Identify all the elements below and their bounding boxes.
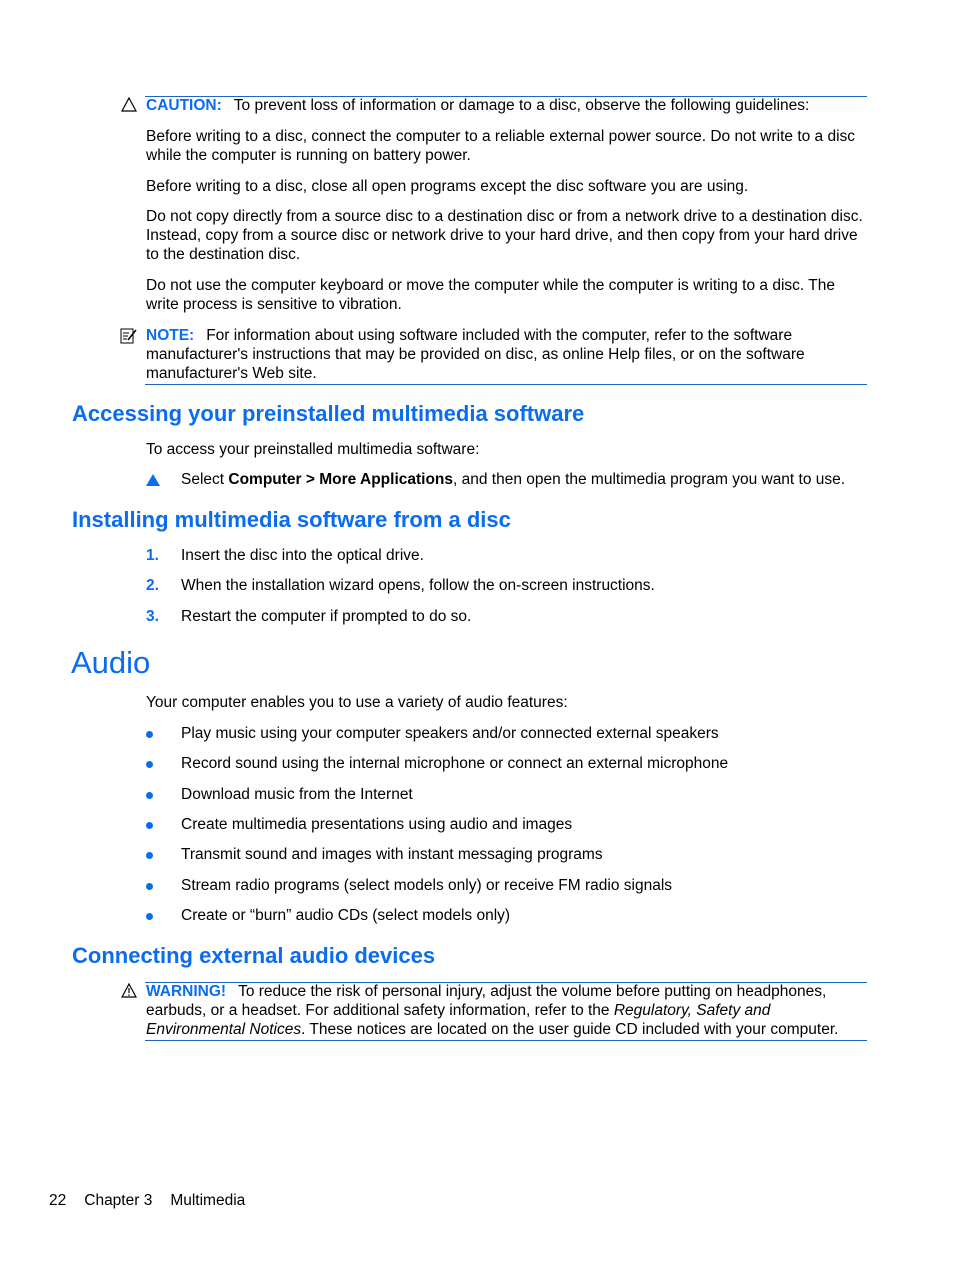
step-text: Insert the disc into the optical drive. [181, 547, 424, 564]
caution-paragraph: Do not use the computer keyboard or move the computer while the computer is writing to a disc. The write process is sensitive to vibration. [146, 277, 835, 313]
bullet-icon [146, 822, 153, 829]
note-statement [146, 326, 868, 383]
audio-feature-text: Create multimedia presentations using audio and images [181, 816, 573, 833]
page-number: 22 [49, 1192, 67, 1209]
caution-text: To prevent loss of information or damage to a disc, observe the following guidelines: [233, 97, 810, 114]
step-number: 3. [146, 608, 159, 625]
caution-statement [146, 96, 868, 115]
page-footer [49, 1192, 263, 1210]
audio-feature-text: Create or “burn” audio CDs (select models only) [181, 907, 511, 924]
section-heading-connecting: Connecting external audio devices [72, 943, 436, 968]
warning-statement: WARNING! To reduce the risk of personal injury, adjust the volume before putting on headphones, earbuds, or a headset. For additional safety information, refer to the Regulatory, Safety and Environmental Notices. These notices are located on the user guide CD included with your computer. [146, 983, 839, 1038]
accessing-intro: To access your preinstalled multimedia software: [146, 441, 480, 458]
footer-title: Multimedia [170, 1192, 246, 1209]
bullet-icon [146, 883, 153, 890]
caution-triangle-icon [121, 97, 137, 112]
regulatory-notices-title: Regulatory, Safety and Environmental Notices [146, 1002, 771, 1038]
audio-feature-text: Transmit sound and images with instant messaging programs [181, 846, 603, 863]
audio-feature-text: Download music from the Internet [181, 786, 413, 803]
bullet-icon [146, 792, 153, 799]
bullet-icon [146, 913, 153, 920]
step-text: Restart the computer if prompted to do so. [181, 608, 472, 625]
step-number: 1. [146, 547, 159, 564]
audio-feature-text: Record sound using the internal microphone or connect an external microphone [181, 755, 729, 772]
note-label: NOTE: [146, 327, 195, 344]
warning-label: WARNING! [146, 983, 227, 1000]
step-text: When the installation wizard opens, follow the on-screen instructions. [181, 577, 655, 594]
menu-path: Computer > More Applications [228, 471, 454, 488]
step-triangle-icon [146, 474, 160, 486]
caution-paragraph: Do not copy directly from a source disc to a destination disc or from a network drive to a destination disc. Instead, copy from a source disc or network drive to your hard drive, and then copy from your hard drive to the destination disc. [146, 208, 863, 263]
note-pencil-icon [120, 327, 138, 345]
footer-chapter: Chapter 3 [84, 1192, 153, 1209]
step-number: 2. [146, 577, 159, 594]
section-heading-installing: Installing multimedia software from a disc [72, 507, 511, 532]
audio-intro: Your computer enables you to use a variety of audio features: [146, 694, 568, 711]
chapter-heading-audio: Audio [71, 645, 151, 680]
audio-feature-text: Stream radio programs (select models only) or receive FM radio signals [181, 877, 673, 894]
note-text: For information about using software included with the computer, refer to the software manufacturer's instructions that may be provided on disc, as online Help files, or on the software manufacturer's Web site. [146, 327, 805, 382]
caution-paragraph: Before writing to a disc, connect the computer to a reliable external power source. Do not write to a disc while the computer is running on battery power. [146, 128, 856, 164]
note-bottom-rule [145, 384, 867, 385]
bullet-icon [146, 852, 153, 859]
caution-label: CAUTION: [146, 97, 222, 114]
caution-paragraph: Before writing to a disc, close all open programs except the disc software you are using. [146, 178, 749, 195]
bullet-icon [146, 761, 153, 768]
warning-bottom-rule [145, 1040, 867, 1041]
bullet-icon [146, 731, 153, 738]
audio-feature-text: Play music using your computer speakers and/or connected external speakers [181, 725, 719, 742]
section-heading-accessing: Accessing your preinstalled multimedia software [72, 401, 585, 426]
warning-triangle-icon [121, 983, 137, 998]
accessing-step-text: Select Computer > More Applications, and then open the multimedia program you want to use. [181, 471, 846, 488]
